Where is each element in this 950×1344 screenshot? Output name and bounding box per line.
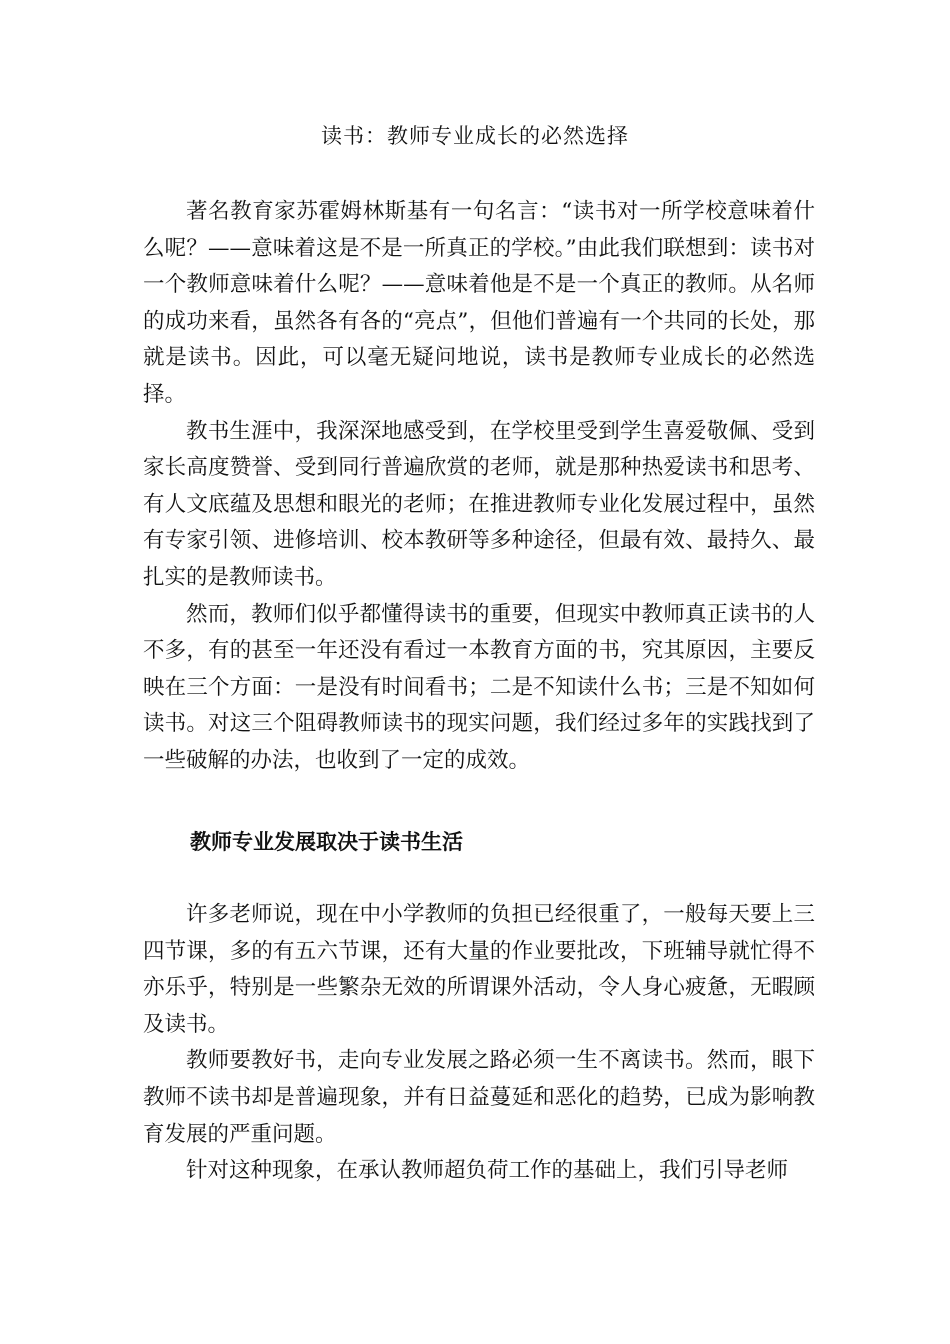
paragraph: 针对这种现象，在承认教师超负荷工作的基础上，我们引导老师 [186, 1158, 789, 1184]
section-2-body [143, 897, 815, 1190]
paragraph: 教师要教好书，走向专业发展之路必须一生不离读书。然而，眼下教师不读书却是普遍现象，并有日益蔓延和恶化的趋势，已成为影响教育发展的严重问题。 [143, 1048, 815, 1147]
section-1-body [143, 194, 815, 780]
paragraph: 然而，教师们似乎都懂得读书的重要，但现实中教师真正读书的人不多，有的甚至一年还没有看过一本教育方面的书，究其原因，主要反映在三个方面：一是没有时间看书；二是不知读什么书；三是不知如何读书。对这三个阻碍教师读书的现实问题，我们经过多年的实践找到了一些破解的办法，也收到了一定的成效。 [143, 601, 815, 773]
document-title: 读书：教师专业成长的必然选择 [321, 124, 629, 148]
section-heading: 教师专业发展取决于读书生活 [190, 830, 463, 854]
paragraph: 著名教育家苏霍姆林斯基有一句名言：“读书对一所学校意味着什么呢？——意味着这是不是一所真正的学校。”由此我们联想到：读书对一个教师意味着什么呢？——意味着他是不是一个真正的教师。从名师的成功来看，虽然各有各的“亮点”，但他们普遍有一个共同的长处，那就是读书。因此，可以毫无疑问地说，读书是教师专业成长的必然选择。 [143, 199, 815, 407]
paragraph: 教书生涯中，我深深地感受到，在学校里受到学生喜爱敬佩、受到家长高度赞誉、受到同行普遍欣赏的老师，就是那种热爱读书和思考、有人文底蕴及思想和眼光的老师；在推进教师专业化发展过程中，虽然有专家引领、进修培训、校本教研等多种途径，但最有效、最持久、最扎实的是教师读书。 [143, 418, 815, 590]
paragraph: 许多老师说，现在中小学教师的负担已经很重了，一般每天要上三四节课，多的有五六节课，还有大量的作业要批改，下班辅导就忙得不亦乐乎，特别是一些繁杂无效的所谓课外活动，令人身心疲惫，无暇顾及读书。 [143, 902, 815, 1037]
